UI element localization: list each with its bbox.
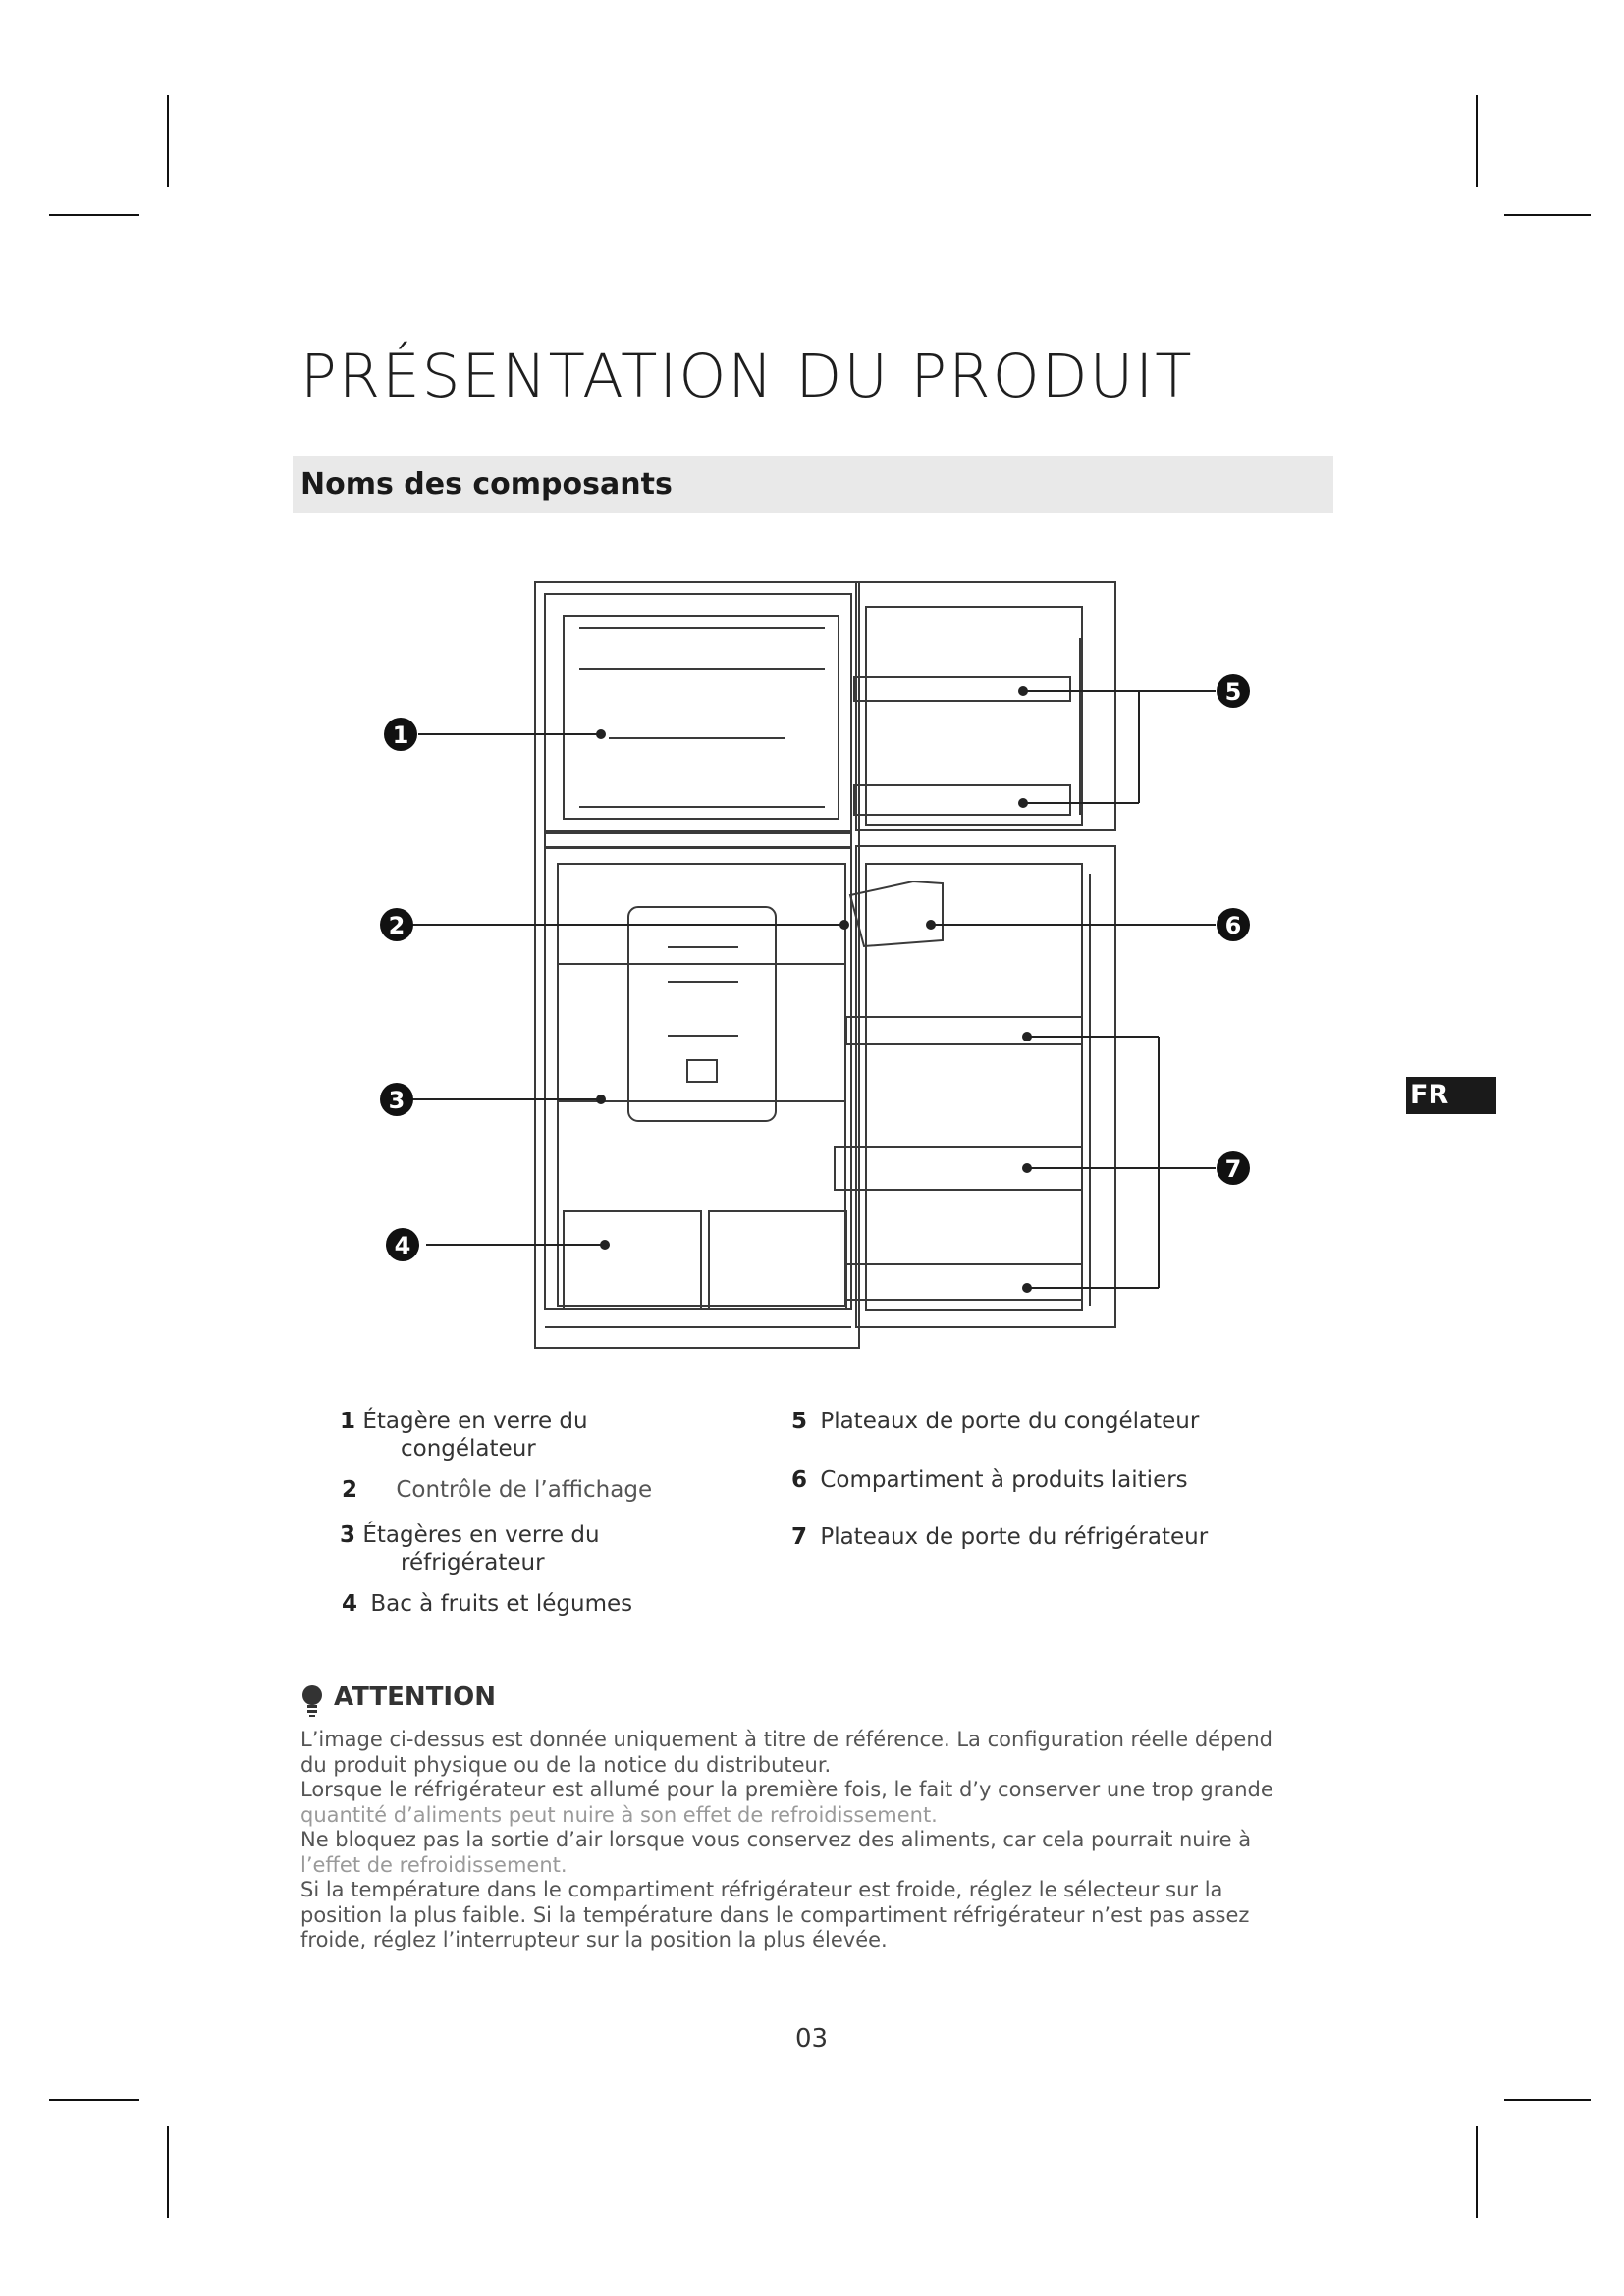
- legend-item-2: [342, 1476, 652, 1504]
- legend-label: Plateaux de porte du réfrigérateur: [820, 1524, 1209, 1550]
- note-line: froide, réglez l’interrupteur sur la position la plus élevée.: [300, 1928, 888, 1951]
- attention-label: ATTENTION: [334, 1682, 496, 1712]
- note-line: Si la température dans le compartiment réfrigérateur est froide, réglez le sélecteur sur la: [300, 1878, 1223, 1901]
- note-line: L’image ci-dessus est donnée uniquement à titre de référence. La configuration réelle dépend: [300, 1728, 1272, 1751]
- legend-item-6: [791, 1467, 1188, 1494]
- callout-3-label: 3: [388, 1087, 406, 1114]
- legend-item-1: [340, 1408, 588, 1462]
- callout-1-label: 1: [392, 721, 409, 749]
- section-heading: Noms des composants: [300, 467, 673, 502]
- legend-label: Compartiment à produits laitiers: [820, 1468, 1188, 1493]
- note-line: Lorsque le réfrigérateur est allumé pour la première fois, le fait d’y conserver une trop grande: [300, 1778, 1273, 1801]
- legend-label-continued: réfrigérateur: [401, 1550, 545, 1575]
- legend-item-4: [342, 1590, 632, 1618]
- legend-item-5: [791, 1408, 1199, 1435]
- legend-label: Plateaux de porte du congélateur: [820, 1409, 1200, 1434]
- leader-lines: [412, 687, 1216, 1292]
- callout-1: [384, 718, 417, 751]
- callout-7-label: 7: [1224, 1155, 1242, 1183]
- fridge-body: [535, 582, 1115, 1348]
- legend-item-3: [340, 1522, 600, 1575]
- callout-2: [380, 908, 413, 941]
- legend-number: 4: [342, 1591, 358, 1617]
- legend-number: 1: [340, 1409, 356, 1434]
- crop-mark: [1504, 2099, 1591, 2101]
- callout-5-label: 5: [1224, 678, 1242, 706]
- legend-label-continued: congélateur: [401, 1436, 536, 1462]
- note-line: position la plus faible. Si la température dans le compartiment réfrigérateur n’est pas assez: [300, 1902, 1250, 1927]
- callout-7: [1217, 1151, 1250, 1185]
- legend-number: 6: [791, 1468, 808, 1493]
- callout-6: [1217, 908, 1250, 941]
- legend-label: Contrôle de l’affichage: [396, 1477, 653, 1503]
- legend-number: 5: [791, 1409, 808, 1434]
- legend-number: 3: [340, 1522, 356, 1548]
- note-line: du produit physique ou de la notice du distributeur.: [300, 1752, 832, 1777]
- callout-4-label: 4: [394, 1232, 411, 1259]
- legend-label: Étagère en verre du: [362, 1409, 588, 1434]
- crop-mark: [49, 2099, 139, 2101]
- legend-number: 2: [342, 1477, 358, 1503]
- note-line: l’effet de refroidissement.: [300, 1852, 568, 1877]
- legend-number: 7: [791, 1524, 808, 1550]
- callout-6-label: 6: [1224, 912, 1242, 939]
- legend-label: Bac à fruits et légumes: [370, 1591, 633, 1617]
- legend-item-7: [791, 1523, 1208, 1551]
- note-line: Ne bloquez pas la sortie d’air lorsque vous conservez des aliments, car cela pourrait nuire à: [300, 1828, 1252, 1851]
- page-number: 03: [795, 2024, 829, 2054]
- callout-5: [1217, 674, 1250, 708]
- attention-notes: [300, 1728, 1341, 1953]
- page-title: PRÉSENTATION DU PRODUIT: [300, 342, 1194, 411]
- lightbulb-icon: [300, 1684, 324, 1718]
- callout-4: [386, 1228, 419, 1261]
- attention-heading: [334, 1682, 496, 1712]
- callout-2-label: 2: [388, 912, 406, 939]
- legend-label: Étagères en verre du: [362, 1522, 600, 1548]
- crop-mark: [167, 2126, 169, 2218]
- language-tab-label: FR: [1410, 1080, 1449, 1110]
- callout-3: [380, 1083, 413, 1116]
- crop-mark: [1476, 2126, 1478, 2218]
- note-line: quantité d’aliments peut nuire à son effet de refroidissement.: [300, 1802, 938, 1827]
